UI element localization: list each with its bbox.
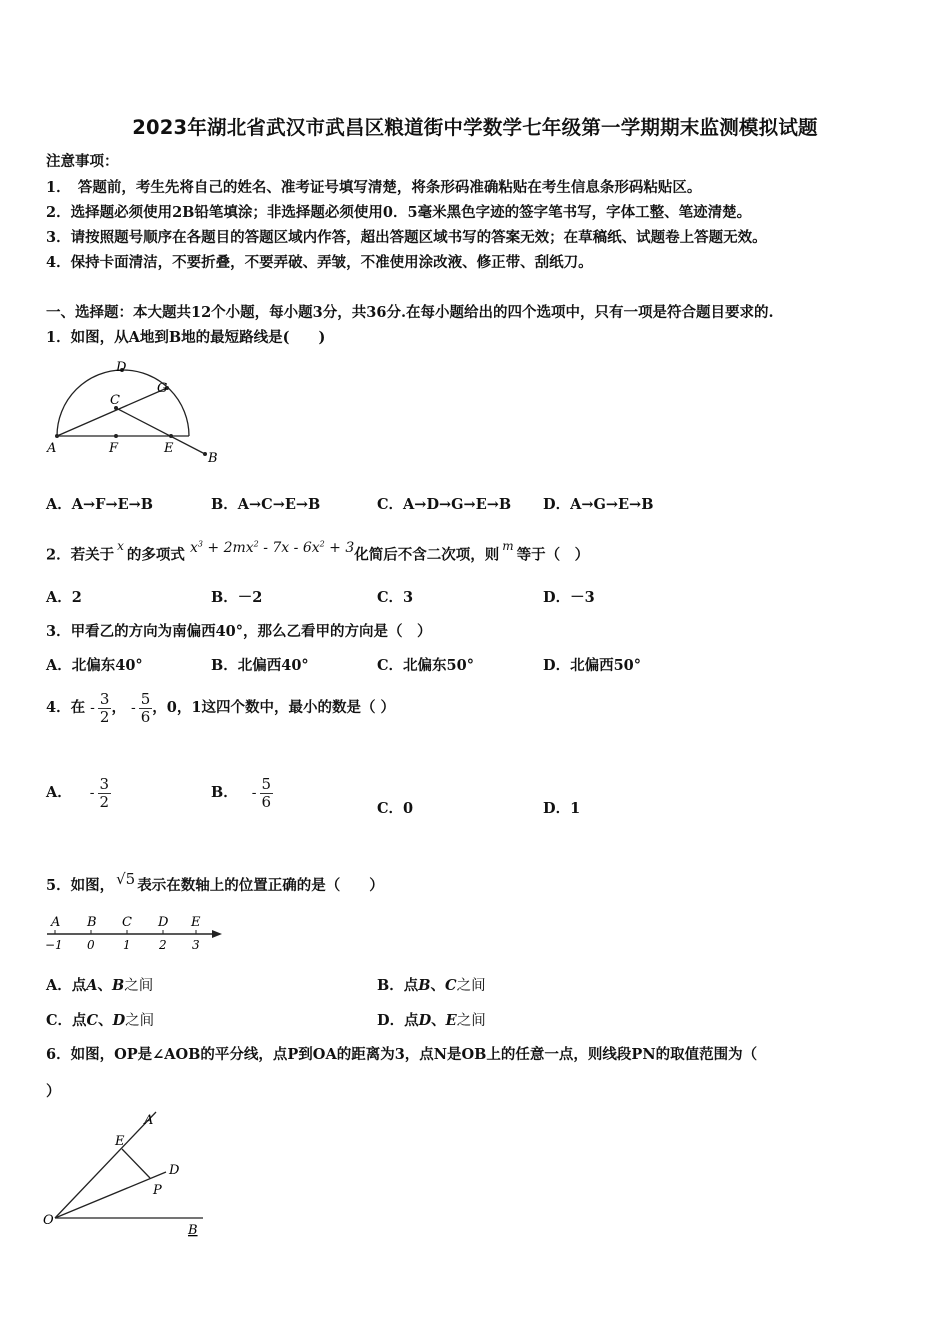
q6-stem: 6．如图，OP是∠AOB的平分线，点P到OA的距离为3，点N是OB上的任意一点，则线段PN的取值范围为（ <box>46 1046 758 1063</box>
q5-option-b[interactable]: B．点B、C之间 <box>377 977 486 994</box>
q4-fraction-1: $\frac{3}{2}$ <box>99 689 110 726</box>
q5-option-a[interactable]: A．点A、B之间 <box>46 977 154 994</box>
q1-point-b <box>203 452 207 456</box>
q6-label-a: A <box>144 1113 154 1128</box>
q6-label-e: E <box>115 1134 125 1149</box>
q4-option-a-fraction: $\frac{3}{2}$ <box>99 774 110 811</box>
q6-label-o: O <box>43 1213 54 1228</box>
notice-item-4: 4．保持卡面清洁，不要折叠，不要弄破、弄皱，不准使用涂改液、修正带、刮纸刀。 <box>46 254 593 271</box>
q1-label-g: G <box>157 381 168 396</box>
q5-radical: √5 <box>116 870 136 888</box>
notice-item-2: 2．选择题必须使用2B铅笔填涂；非选择题必须使用0．5毫米黑色字迹的签字笔书写，字体工整、笔迹清楚。 <box>46 204 752 221</box>
q1-option-a[interactable]: A．A→F→E→B <box>46 496 154 513</box>
q1-label-e: E <box>164 441 174 456</box>
q4-option-c[interactable]: C．0 <box>377 800 414 817</box>
q1-label-f: F <box>109 441 119 456</box>
q6-label-d: D <box>169 1163 180 1178</box>
q2-option-a[interactable]: A．2 <box>46 589 82 606</box>
q3-option-c[interactable]: C．北偏东50° <box>377 657 474 674</box>
q5-num-1: 1 <box>123 938 131 952</box>
q5-option-c[interactable]: C．点C、D之间 <box>46 1012 155 1029</box>
q2-option-d[interactable]: D．－3 <box>543 589 595 606</box>
q2-option-b[interactable]: B．－2 <box>211 589 263 606</box>
q1-point-f <box>114 434 118 438</box>
q6-label-b: B <box>188 1223 198 1238</box>
q1-label-a: A <box>47 441 57 456</box>
q2-polynomial: $x^3 + 2mx^2 - 7x - 6x^2 + 3$ <box>189 539 355 556</box>
q5-number-line <box>42 910 227 956</box>
q1-point-a <box>55 434 59 438</box>
q4-option-b[interactable]: B． - $\frac{5}{6}$ <box>211 774 272 811</box>
q5-num-3: 3 <box>192 938 200 952</box>
q2-var-x: x <box>117 538 124 553</box>
q3-stem: 3．甲看乙的方向为南偏西40°，那么乙看甲的方向是（ ） <box>46 623 432 640</box>
q3-option-a[interactable]: A．北偏东40° <box>46 657 143 674</box>
q5-num-2: 2 <box>159 938 167 952</box>
q1-stem: 1．如图，从A地到B地的最短路线是( ) <box>46 329 326 346</box>
q5-axis-arrow <box>212 930 222 938</box>
q1-figure <box>40 358 230 470</box>
q1-option-c[interactable]: C．A→D→G→E→B <box>377 496 512 513</box>
q1-option-b[interactable]: B．A→C→E→B <box>211 496 321 513</box>
page-title: 2023年湖北省武汉市武昌区粮道街中学数学七年级第一学期期末监测模拟试题 <box>132 116 818 139</box>
q2-var-m: m <box>502 538 514 553</box>
q4-option-a[interactable]: A． - $\frac{3}{2}$ <box>46 774 110 811</box>
q5-option-d[interactable]: D．点D、E之间 <box>377 1012 486 1029</box>
q5-num-neg1: −1 <box>45 938 63 952</box>
q6-label-p: P <box>153 1183 162 1198</box>
q1-label-d: D <box>116 360 127 375</box>
q3-option-d[interactable]: D．北偏西50° <box>543 657 642 674</box>
q6-ray-od <box>55 1172 166 1218</box>
notice-item-1: 1． 答题前，考生先将自己的姓名、准考证号填写清楚，将条形码准确粘贴在考生信息条形码粘贴区。 <box>46 179 702 196</box>
section-heading: 一、选择题：本大题共12个小题，每小题3分，共36分.在每小题给出的四个选项中，只有一项是符合题目要求的. <box>46 304 774 321</box>
q5-label-c: C <box>122 915 132 930</box>
q6-ray-oa <box>55 1112 156 1218</box>
q5-label-d: D <box>158 915 169 930</box>
q6-segment-ep <box>122 1149 150 1178</box>
q6-figure <box>38 1108 218 1244</box>
q1-line-ceb <box>116 408 205 454</box>
q1-point-e <box>169 434 173 438</box>
q2-stem: 2．若关于$^x$的多项式 $x^3 + 2mx^2 - 7x - 6x^2 + 3$化简后不含二次项，则$^m$等于（ ） <box>46 538 590 564</box>
q6-stem-end: ） <box>46 1083 61 1100</box>
q1-option-d[interactable]: D．A→G→E→B <box>543 496 654 513</box>
q4-stem: 4．在 - $\frac{3}{2}$ ， - $\frac{5}{6}$ ，0，1这四个数中，最小的数是（ ） <box>46 689 396 726</box>
q4-fraction-2: $\frac{5}{6}$ <box>140 689 151 726</box>
q1-label-b: B <box>208 451 218 466</box>
notice-heading: 注意事项： <box>46 153 119 170</box>
q2-option-c[interactable]: C．3 <box>377 589 414 606</box>
q1-label-c: C <box>110 393 120 408</box>
q3-option-b[interactable]: B．北偏西40° <box>211 657 309 674</box>
q4-option-b-fraction: $\frac{5}{6}$ <box>261 774 272 811</box>
q5-label-a: A <box>51 915 61 930</box>
q4-option-d[interactable]: D．1 <box>543 800 581 817</box>
q1-semicircle-arc <box>57 370 189 436</box>
q5-label-e: E <box>191 915 201 930</box>
q5-label-b: B <box>87 915 97 930</box>
notice-item-3: 3．请按照题号顺序在各题目的答题区域内作答，超出答题区域书写的答案无效；在草稿纸、试题卷上答题无效。 <box>46 229 767 246</box>
q5-stem: 5．如图， √5 表示在数轴上的位置正确的是（ ） <box>46 870 384 894</box>
q5-num-0: 0 <box>87 938 95 952</box>
